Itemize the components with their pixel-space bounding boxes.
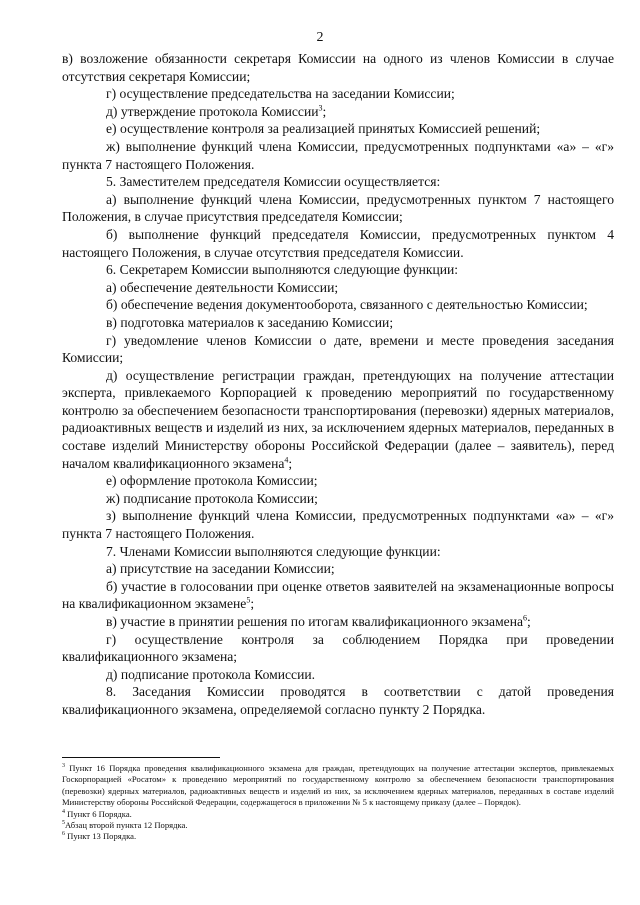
paragraph — [62, 103, 614, 121]
paragraph-text: б) участие в голосовании при оценке ответов заявителей на экзаменационные вопросы на квалификационном экзамене — [62, 578, 614, 612]
paragraph — [62, 613, 614, 631]
footnote — [62, 831, 614, 842]
paragraph — [62, 138, 614, 173]
paragraph — [62, 543, 614, 561]
paragraph-text: ж) подписание протокола Комиссии; — [106, 490, 318, 506]
paragraph-text: б) обеспечение ведения документооборота, связанного с деятельностью Комиссии; — [106, 297, 588, 313]
paragraph — [62, 120, 614, 138]
paragraph-text: 6. Секретарем Комиссии выполняются следующие функции: — [106, 262, 459, 278]
paragraph-text: 7. Членами Комиссии выполняются следующие функции: — [106, 543, 441, 559]
paragraph-text: б) выполнение функций председателя Комиссии, предусмотренных пунктом 4 настоящего Положения, в случае отсутствия председателя Комиссии. — [62, 226, 614, 260]
paragraph-text: а) выполнение функций члена Комиссии, предусмотренных пунктом 7 настоящего Положения, в случае присутствия председателя Комиссии; — [62, 191, 614, 225]
paragraph-text: в) возложение обязанности секретаря Комиссии на одного из членов Комиссии в случае отсутствия секретаря Комиссии; — [62, 51, 614, 84]
paragraph — [62, 631, 614, 666]
footnote-reference: 3 — [318, 103, 323, 113]
footnote-text: Пункт 13 Порядка. — [65, 831, 137, 842]
document-body — [62, 50, 614, 719]
footnote-number: 6 — [62, 831, 65, 838]
paragraph-text: д) утверждение протокола Комиссии — [106, 103, 319, 119]
footnote-text: Пункт 16 Порядка проведения квалификационного экзамена для граждан, претендующих на получение аттестации экспертов, привлекаемых Госкорпорацией «Росатом» к проведению мероприятий по государственному контролю за обеспечением безопасности транспортирования (перевозки) ядерных материалов, радиоактивных веществ и изделий из них, за исключением ядерных материалов, переданных в составе изделий Министерству обороны Российской Федерации, содержащегося в приложении № 5 к настоящему приказу (далее – Порядок). — [62, 763, 614, 808]
paragraph-text: е) осуществление контроля за реализацией принятых Комиссией решений; — [106, 121, 541, 137]
paragraph-text: в) подготовка материалов к заседанию Комиссии; — [106, 314, 394, 330]
paragraph — [62, 666, 614, 684]
paragraph-text: г) осуществление контроля за соблюдением Порядка при проведении квалификационного экзамена; — [62, 631, 614, 665]
footnote — [62, 809, 614, 820]
paragraph — [62, 683, 614, 718]
paragraph-text: а) обеспечение деятельности Комиссии; — [106, 279, 339, 295]
paragraph-text: 8. Заседания Комиссии проводятся в соответствии с датой проведения квалификационного экзамена, определяемой согласно пункту 2 Порядка. — [62, 684, 614, 717]
footnote-reference: 6 — [523, 613, 528, 623]
paragraph-punctuation: ; — [322, 103, 327, 119]
paragraph-text: ж) выполнение функций члена Комиссии, предусмотренных подпунктами «а» – «г» пункта 7 настоящего Положения. — [62, 138, 614, 172]
paragraph — [62, 279, 614, 297]
paragraph-text: 5. Заместителем председателя Комиссии осуществляется: — [106, 174, 441, 190]
paragraph-punctuation: ; — [288, 455, 293, 471]
footnote — [62, 820, 614, 831]
paragraph — [62, 490, 614, 508]
footnote — [62, 763, 614, 809]
footnote-number: 3 — [62, 763, 65, 770]
paragraph-punctuation: ; — [250, 596, 255, 612]
page-number: 2 — [316, 30, 324, 45]
paragraph-text: д) осуществление регистрации граждан, претендующих на получение аттестации эксперта, привлекаемого Корпорацией к проведению мероприятий по государственному контролю за обеспечением безопасности транспортирования (перевозки) ядерных материалов, радиоактивных веществ и изделий из них, за исключением ядерных материалов, переданных в составе изделий Министерству обороны Российской Федерации (далее – заявитель), перед началом квалификационного экзамена — [62, 367, 614, 471]
paragraph — [62, 507, 614, 542]
paragraph-text: а) присутствие на заседании Комиссии; — [106, 561, 335, 577]
paragraph — [62, 560, 614, 578]
paragraph — [62, 226, 614, 261]
paragraph — [62, 85, 614, 103]
paragraph — [62, 296, 614, 314]
paragraph — [62, 173, 614, 191]
paragraph-text: д) подписание протокола Комиссии. — [106, 666, 316, 682]
paragraph — [62, 578, 614, 613]
footnote-reference: 5 — [246, 595, 251, 605]
paragraph — [62, 261, 614, 279]
paragraph-text: е) оформление протокола Комиссии; — [106, 473, 318, 489]
footnote-number: 4 — [62, 808, 65, 815]
footnotes — [62, 763, 614, 843]
paragraph — [62, 50, 614, 85]
footnote-separator — [62, 757, 220, 758]
paragraph — [62, 332, 614, 367]
footnote-number: 5 — [62, 820, 65, 827]
paragraph-punctuation: ; — [527, 614, 531, 629]
paragraph — [62, 191, 614, 226]
footnote-text: Абзац второй пункта 12 Порядка. — [65, 820, 188, 831]
paragraph — [62, 314, 614, 332]
footnote-text: Пункт 6 Порядка. — [65, 808, 132, 819]
paragraph-text: г) осуществление председательства на заседании Комиссии; — [106, 86, 455, 102]
paragraph-text: з) выполнение функций члена Комиссии, предусмотренных подпунктами «а» – «г» пункта 7 настоящего Положения. — [62, 508, 614, 542]
paragraph-text: г) уведомление членов Комиссии о дате, времени и месте проведения заседания Комиссии; — [62, 332, 614, 366]
paragraph — [62, 367, 614, 473]
paragraph-text: в) участие в принятии решения по итогам квалификационного экзамена — [106, 614, 524, 629]
footnote-reference: 4 — [284, 455, 289, 465]
paragraph — [62, 472, 614, 490]
